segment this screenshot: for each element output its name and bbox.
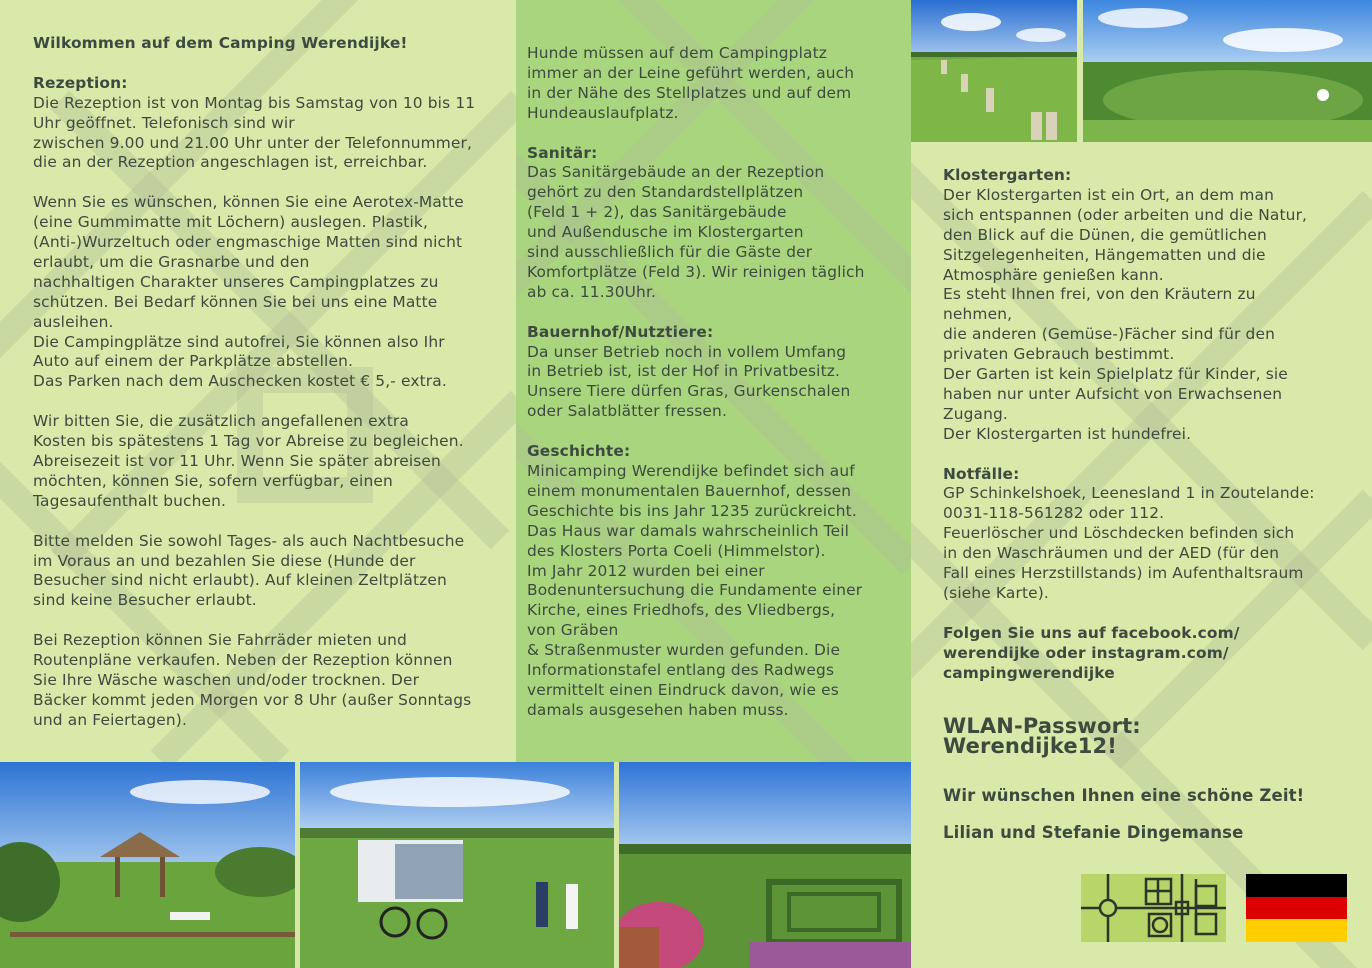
text-line: Kirche, eines Friedhofs, des Vliedbergs, xyxy=(527,601,836,620)
text-line: (siehe Karte). xyxy=(943,584,1049,603)
welcome-title: Wilkommen auf dem Camping Werendijke! xyxy=(33,34,408,52)
sanitaer-heading: Sanitär: xyxy=(527,143,598,162)
text-line: Minicamping Werendijke befindet sich auf xyxy=(527,461,855,480)
text-line: die anderen (Gemüse-)Fächer sind für den xyxy=(943,325,1275,344)
text-line: im Voraus an und bezahlen Sie diese (Hunde der xyxy=(33,551,416,570)
text-line: oder Salatblätter fressen. xyxy=(527,402,727,421)
text-line: von Gräben xyxy=(527,621,619,640)
text-line: (eine Gummimatte mit Löchern) auslegen. Plastik, xyxy=(33,213,429,232)
text-line: damals ausgesehen haben muss. xyxy=(527,700,789,719)
text-line: 0031-118-561282 oder 112. xyxy=(943,504,1165,523)
text-line: Sitzgelegenheiten, Hängematten und die xyxy=(943,245,1266,264)
text-line: Bodenuntersuchung die Fundamente einer xyxy=(527,581,863,600)
text-line: immer an der Leine geführt werden, auch xyxy=(527,63,855,82)
text-line: Routenpläne verkaufen. Neben der Rezeption können xyxy=(33,651,453,670)
text-line: einem monumentalen Bauernhof, dessen xyxy=(527,481,852,500)
text-line: haben nur unter Aufsicht von Erwachsenen xyxy=(943,384,1283,403)
text-line: Zugang. xyxy=(943,404,1008,423)
text-line: nehmen, xyxy=(943,305,1013,324)
wifi-value: Werendijke12! xyxy=(943,733,1118,758)
text-line: Feuerlöscher und Löschdecken befinden sich xyxy=(943,524,1295,543)
text-line: in Betrieb ist, ist der Hof in Privatbesitz. xyxy=(527,362,841,381)
text-line: Das Sanitärgebäude an der Rezeption xyxy=(527,163,825,182)
text-line: ab ca. 11.30Uhr. xyxy=(527,282,657,301)
left-text xyxy=(33,34,511,731)
text-line: Tagesaufenthalt buchen. xyxy=(33,491,227,510)
text-line: Kosten bis spätestens 1 Tag vor Abreise zu begleichen. xyxy=(33,432,464,451)
text-line: Uhr geöffnet. Telefonisch sind wir xyxy=(33,113,295,132)
text-line: Es steht Ihnen frei, von den Kräutern zu xyxy=(943,285,1256,304)
text-line: erlaubt, um die Grasnarbe und den xyxy=(33,252,310,271)
middle-column xyxy=(516,0,911,762)
photo-caravan xyxy=(300,762,614,968)
text-line: GP Schinkelshoek, Leenesland 1 in Zoutelande: xyxy=(943,484,1315,503)
text-line: Die Rezeption ist von Montag bis Samstag von 10 bis 11 xyxy=(33,93,476,112)
text-line: und Außendusche im Klostergarten xyxy=(527,223,804,242)
text-line: gehört zu den Standardstellplätzen xyxy=(527,183,804,202)
text-line: Besucher sind nicht erlaubt). Auf kleinen Zeltplätzen xyxy=(33,571,447,590)
text-line: sind ausschließlich für die Gäste der xyxy=(527,243,813,262)
text-line: schützen. Bei Bedarf können Sie bei uns eine Matte xyxy=(33,292,438,311)
closing-wish: Wir wünschen Ihnen eine schöne Zeit! xyxy=(943,785,1305,805)
photo-gazebo xyxy=(0,762,295,968)
text-line: (Feld 1 + 2), das Sanitärgebäude xyxy=(527,203,787,222)
text-line: Das Parken nach dem Auschecken kostet € 5,- extra. xyxy=(33,372,447,391)
text-line: Atmosphäre genießen kann. xyxy=(943,265,1164,284)
text-line: Auto auf einem der Parkplätze abstellen. xyxy=(33,352,354,371)
left-column xyxy=(0,0,516,762)
text-line: Hunde müssen auf dem Campingplatz xyxy=(527,44,828,62)
notfaelle-heading: Notfälle: xyxy=(943,464,1020,483)
text-line: (Anti-)Wurzeltuch oder engmaschige Matten sind nicht xyxy=(33,233,463,252)
text-line: Bäcker kommt jeden Morgen vor 8 Uhr (außer Sonntags xyxy=(33,690,472,709)
text-line: Das Haus war damals wahrscheinlich Teil xyxy=(527,521,850,540)
text-line: ausleihen. xyxy=(33,312,114,331)
signature: Lilian und Stefanie Dingemanse xyxy=(943,823,1244,843)
text-line: Fall eines Herzstillstands) im Aufenthaltsraum xyxy=(943,564,1304,583)
text-line: Der Klostergarten ist hundefrei. xyxy=(943,424,1192,443)
rezeption-heading: Rezeption: xyxy=(33,73,128,92)
text-line: zwischen 9.00 und 21.00 Uhr unter der Telefonnummer, xyxy=(33,133,473,152)
text-line: Da unser Betrieb noch in vollem Umfang xyxy=(527,342,847,361)
text-line: in den Waschräumen und der AED (für den xyxy=(943,544,1280,563)
text-line: Wenn Sie es wünschen, können Sie eine Aerotex-Matte xyxy=(33,193,464,212)
klostergarten-heading: Klostergarten: xyxy=(943,166,1072,184)
text-line: möchten, können Sie, sofern verfügbar, einen xyxy=(33,471,393,490)
follow-line: werendijke oder instagram.com/ xyxy=(943,643,1229,662)
text-line: Wir bitten Sie, die zusätzlich angefallenen extra xyxy=(33,412,409,431)
photo-monastery-garden xyxy=(619,762,911,968)
text-line: Hundeauslaufplatz. xyxy=(527,103,679,122)
right-column xyxy=(911,0,1372,968)
text-line: privaten Gebrauch bestimmt. xyxy=(943,345,1175,364)
text-line: die an der Rezeption angeschlagen ist, erreichbar. xyxy=(33,153,428,172)
text-line: vermittelt einen Eindruck davon, wie es xyxy=(527,680,839,699)
text-line: sind keine Besucher erlaubt. xyxy=(33,591,257,610)
text-line: Abreisezeit ist vor 11 Uhr. Wenn Sie später abreisen xyxy=(33,451,441,470)
text-line: Bei Rezeption können Sie Fahrräder mieten und xyxy=(33,631,407,650)
german-flag-icon xyxy=(1246,874,1347,942)
follow-line: campingwerendijke xyxy=(943,663,1115,682)
photo-garden-view xyxy=(1083,0,1372,142)
wifi-password xyxy=(943,713,1363,758)
text-line: in der Nähe des Stellplatzes und auf dem xyxy=(527,83,852,102)
text-line: Bitte melden Sie sowohl Tages- als auch Nachtbesuche xyxy=(33,531,465,550)
text-line: & Straßenmuster wurden gefunden. Die xyxy=(527,641,841,660)
text-line: Der Garten ist kein Spielplatz für Kinder, sie xyxy=(943,365,1288,384)
wifi-label: WLAN-Passwort: xyxy=(943,713,1141,738)
text-line: Sie Ihre Wäsche waschen und/oder trocknen. Der xyxy=(33,670,420,689)
text-line: Der Klostergarten ist ein Ort, an dem man xyxy=(943,185,1274,204)
right-text xyxy=(943,166,1363,843)
text-line: des Klosters Porta Coeli (Himmelstor). xyxy=(527,541,826,560)
text-line: den Blick auf die Dünen, die gemütlichen xyxy=(943,225,1267,244)
logo-icon xyxy=(1081,874,1226,942)
bauernhof-heading: Bauernhof/Nutztiere: xyxy=(527,322,714,341)
text-line: nachhaltigen Charakter unseres Campingplatzes zu xyxy=(33,272,439,291)
text-line: Unsere Tiere dürfen Gras, Gurkenschalen xyxy=(527,382,851,401)
text-line: Im Jahr 2012 wurden bei einer xyxy=(527,561,765,580)
text-line: Die Campingplätze sind autofrei, Sie können also Ihr xyxy=(33,332,445,351)
photo-field-posts xyxy=(911,0,1077,142)
text-line: Komfortplätze (Feld 3). Wir reinigen täglich xyxy=(527,262,865,281)
middle-text xyxy=(527,44,907,721)
text-line: und an Feiertagen). xyxy=(33,710,188,729)
follow-line: Folgen Sie uns auf facebook.com/ xyxy=(943,623,1240,642)
geschichte-heading: Geschichte: xyxy=(527,442,631,461)
text-line: Informationstafel entlang des Radwegs xyxy=(527,661,835,680)
text-line: Geschichte bis ins Jahr 1235 zurückreicht. xyxy=(527,501,857,520)
text-line: sich entspannen (oder arbeiten und die Natur, xyxy=(943,205,1308,224)
